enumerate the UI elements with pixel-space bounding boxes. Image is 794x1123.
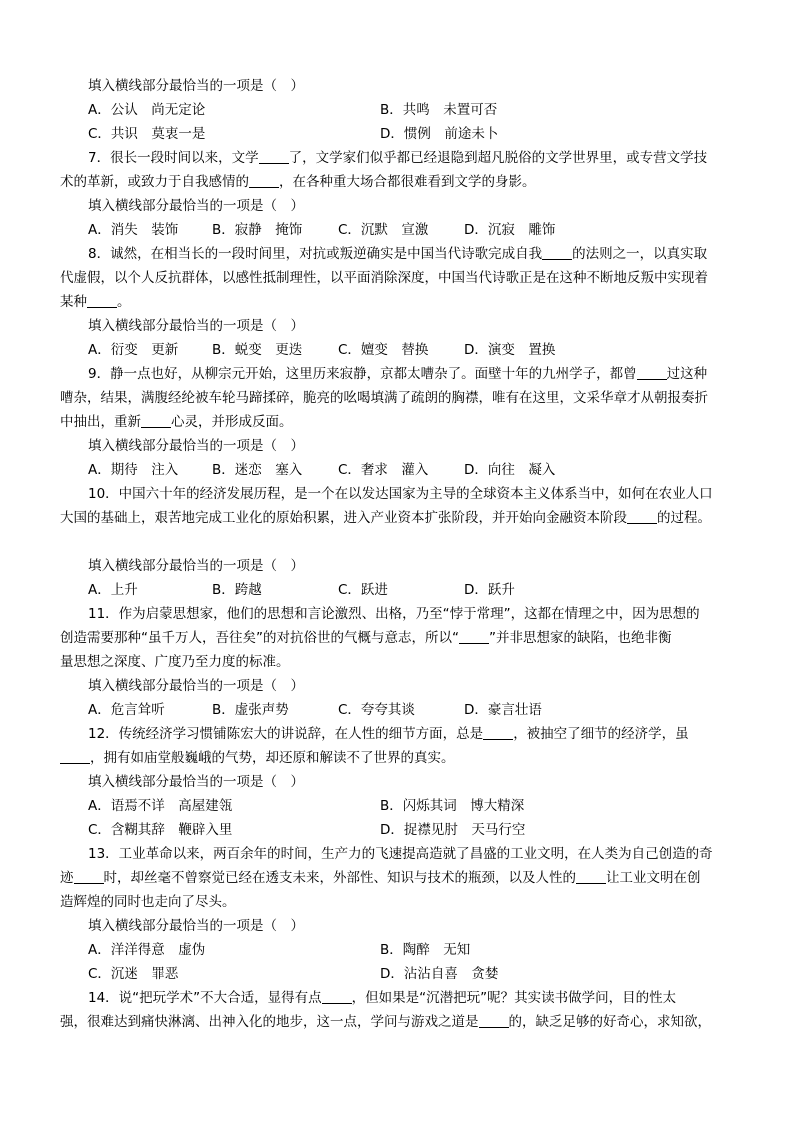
q12-prompt: 填入横线部分最恰当的一项是（ ） [88, 774, 304, 790]
q7-option-d[interactable]: D．沉寂 雕饰 [464, 222, 556, 238]
q13-line2: 迹 时，却丝毫不曾察觉已经在透支未来，外部性、知识与技术的瓶颈，以及人性的 让工业文明在创 [60, 870, 701, 886]
q11-options [60, 700, 740, 720]
q12-option-b[interactable]: B．闪烁其词 博大精深 [380, 798, 525, 814]
q7-option-b[interactable]: B．寂静 掩饰 [212, 222, 303, 238]
q14-blank-2 [479, 1013, 509, 1028]
q11-option-d[interactable]: D．豪言壮语 [464, 702, 542, 718]
q9-line3: 中抽出，重新 心灵，并形成反面。 [60, 414, 293, 430]
q11-option-b[interactable]: B．虚张声势 [212, 702, 289, 718]
q9-prompt: 填入横线部分最恰当的一项是（ ） [88, 438, 304, 454]
q7-line2: 术的革新，或致力于自我感情的 ，在各种重大场合都很难看到文学的身影。 [60, 174, 536, 190]
q14-line1: 14．说“把玩学术”不大合适，显得有点 ，但如果是“沉潜把玩”呢？其实读书做学问，目的性太 [88, 990, 677, 1006]
q12-line2: ，拥有如庙堂般巍峨的气势，却还原和解读不了世界的真实。 [60, 748, 740, 768]
q11-blank-1 [459, 629, 489, 644]
q13-prompt: 填入横线部分最恰当的一项是（ ） [88, 918, 304, 934]
q9-options [60, 460, 740, 480]
q9-option-a[interactable]: A．期待 注入 [88, 462, 179, 478]
q8-option-b[interactable]: B．蜕变 更迭 [212, 342, 303, 358]
q10-prompt: 填入横线部分最恰当的一项是（ ） [88, 558, 304, 574]
q12-option-a[interactable]: A．语焉不详 高屋建瓴 [88, 798, 233, 814]
q8-blank-2 [87, 293, 117, 308]
q13-option-b[interactable]: B．陶醉 无知 [380, 942, 471, 958]
q14-line2: 强，很难达到痛快淋漓、出神入化的地步，这一点，学问与游戏之道是 的，缺乏足够的好奇心，求知欲， [60, 1014, 711, 1030]
q6-prompt: 填入横线部分最恰当的一项是（ ） [88, 78, 304, 94]
q10-option-c[interactable]: C．跃进 [338, 582, 388, 598]
q13-blank-1 [74, 869, 104, 884]
q12-option-d[interactable]: D．捉襟见肘 天马行空 [380, 822, 526, 838]
q10-line2: 大国的基础上，艰苦地完成工业化的原始积累，进入产业资本扩张阶段，并开始向金融资本阶段 的过程。 [60, 510, 711, 526]
q9-line1: 9．静一点也好，从柳宗元开始，这里历来寂静，京都太嘈杂了。面壁十年的九州学子，都曾 过这种 [88, 366, 708, 382]
q12-blank-2 [60, 749, 90, 764]
q7-options [60, 220, 740, 240]
q6-option-c[interactable]: C．共识 莫衷一是 [88, 126, 206, 142]
q7-prompt: 填入横线部分最恰当的一项是（ ） [88, 198, 304, 214]
q12-options-row2 [60, 820, 740, 840]
q9-blank-1 [637, 365, 667, 380]
q8-blank-1 [542, 245, 572, 260]
q11-line2: 创造需要那种“虽千万人，吾往矣”的对抗俗世的气概与意志，所以“ ”并非思想家的缺陷，也绝非衡 [60, 630, 672, 646]
q14-blank-1 [322, 989, 352, 1004]
exam-page [60, 0, 740, 1123]
q9-option-c[interactable]: C．奢求 灌入 [338, 462, 429, 478]
q13-options-row2 [60, 964, 740, 984]
q10-line1: 10．中国六十年的经济发展历程，是一个在以发达国家为主导的全球资本主义体系当中，如何在农业人口 [88, 486, 713, 502]
q13-option-c[interactable]: C．沉迷 罪恶 [88, 966, 179, 982]
q9-line2: 嘈杂，结果，满腹经纶被车轮马蹄揉碎，脆亮的吆喝填满了疏朗的胸襟，唯有在这里，文采华章才从朝报奏折 [60, 390, 708, 406]
q13-line1: 13．工业革命以来，两百余年的时间，生产力的飞速提高造就了昌盛的工业文明，在人类为自己创造的奇 [88, 846, 713, 862]
q6-option-b[interactable]: B．共鸣 未置可否 [380, 102, 498, 118]
q10-blank-1 [627, 509, 657, 524]
q13-option-d[interactable]: D．沾沾自喜 贪婪 [380, 966, 499, 982]
q7-line1: 7．很长一段时间以来，文学 了，文学家们似乎都已经退隐到超凡脱俗的文学世界里，或专营文学技 [88, 150, 708, 166]
q12-line1: 12．传统经济学习惯铺陈宏大的讲说辞，在人性的细节方面，总是 ，被抽空了细节的经济学，虽 [88, 726, 689, 742]
q8-line2: 代虚假，以个人反抗群体，以感性抵制理性，以平面消除深度，中国当代诗歌正是在这种不断地反叛中实现着 [60, 270, 708, 286]
q13-line3: 造辉煌的同时也走向了尽头。 [60, 894, 236, 910]
q8-prompt: 填入横线部分最恰当的一项是（ ） [88, 318, 304, 334]
q11-line3: 量思想之深度、广度乃至力度的标准。 [60, 654, 290, 670]
q6-option-d[interactable]: D．惯例 前途未卜 [380, 126, 499, 142]
q6-options-row2 [60, 124, 740, 144]
q7-option-a[interactable]: A．消失 装饰 [88, 222, 179, 238]
q10-option-a[interactable]: A．上升 [88, 582, 138, 598]
q12-blank-1 [483, 725, 513, 740]
q9-option-d[interactable]: D．向往 凝入 [464, 462, 556, 478]
q9-blank-2 [141, 413, 171, 428]
q8-options [60, 340, 740, 360]
q12-option-c[interactable]: C．含糊其辞 鞭辟入里 [88, 822, 233, 838]
q11-option-c[interactable]: C．夸夸其谈 [338, 702, 415, 718]
q12-options-row1 [60, 796, 740, 816]
q6-option-a[interactable]: A．公认 尚无定论 [88, 102, 206, 118]
q10-options [60, 580, 740, 600]
q7-option-c[interactable]: C．沉默 宣激 [338, 222, 429, 238]
q8-line3: 某种 。 [60, 294, 131, 310]
q6-options-row1 [60, 100, 740, 120]
q8-line1: 8．诚然，在相当长的一段时间里，对抗或叛逆确实是中国当代诗歌完成自我 的法则之一，以真实取 [88, 246, 708, 262]
q11-option-a[interactable]: A．危言耸听 [88, 702, 165, 718]
q10-option-d[interactable]: D．跃升 [464, 582, 515, 598]
q13-option-a[interactable]: A．洋洋得意 虚伪 [88, 942, 206, 958]
q9-option-b[interactable]: B．迷恋 塞入 [212, 462, 303, 478]
q11-prompt: 填入横线部分最恰当的一项是（ ） [88, 678, 304, 694]
q8-option-d[interactable]: D．演变 置换 [464, 342, 556, 358]
q11-line1: 11．作为启蒙思想家，他们的思想和言论激烈、出格，乃至“悖于常理”，这都在情理之中，因为思想的 [88, 606, 700, 622]
q8-option-a[interactable]: A．衍变 更新 [88, 342, 179, 358]
q7-blank-1 [259, 149, 289, 164]
q7-blank-2 [249, 173, 279, 188]
q8-option-c[interactable]: C．嬗变 替换 [338, 342, 429, 358]
q10-option-b[interactable]: B．跨越 [212, 582, 262, 598]
q13-options-row1 [60, 940, 740, 960]
q13-blank-2 [576, 869, 606, 884]
